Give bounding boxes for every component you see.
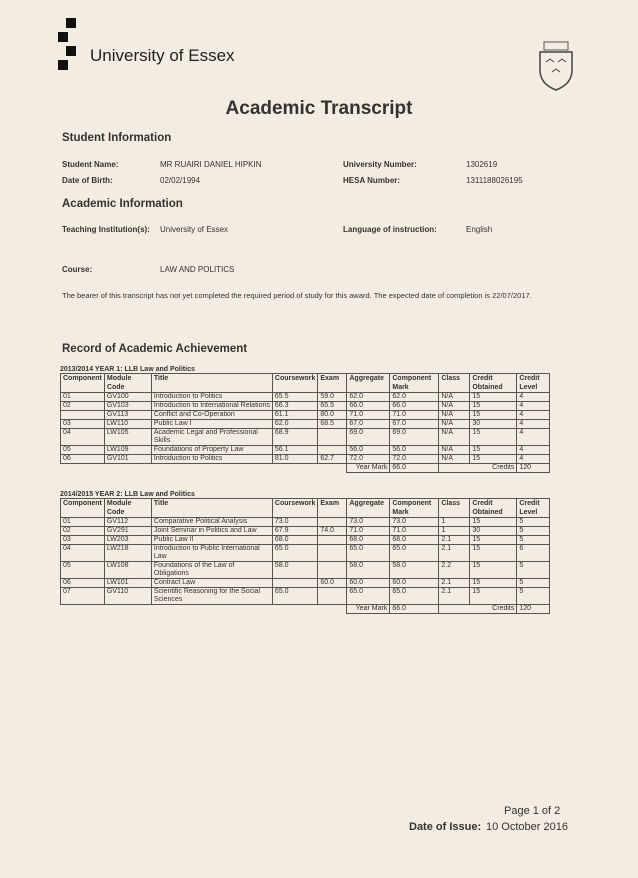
summary-row	[61, 605, 555, 614]
cell-title: Academic Legal and Professional Skills	[151, 429, 272, 446]
cell-component-mark: 67.0	[390, 420, 439, 429]
cell-credit-obtained: 15	[470, 429, 517, 446]
cell-exam: 74.0	[318, 527, 347, 536]
cell-exam: 80.0	[318, 411, 347, 420]
university-number-label: University Number:	[343, 160, 417, 169]
cell-class: N/A	[439, 402, 470, 411]
cell-title: Introduction to Politics	[151, 455, 272, 464]
cell-title: Public Law I	[151, 420, 272, 429]
university-number-value: 1302619	[466, 160, 498, 169]
cell-title: Introduction to International Relations	[151, 402, 272, 411]
column-header-credit-obtained: Credit Obtained	[470, 499, 517, 518]
cell-credit-level: 4	[517, 455, 550, 464]
cell-component: 01	[61, 518, 105, 527]
cell-credit-obtained: 15	[470, 393, 517, 402]
cell-credit-obtained: 15	[470, 562, 517, 579]
cell-aggregate: 71.0	[347, 411, 390, 420]
summary-tail	[550, 605, 555, 614]
cell-component: 01	[61, 393, 105, 402]
cell-aggregate: 66.0	[347, 402, 390, 411]
column-header-credit-level: Credit Level	[517, 374, 550, 393]
cell-component-mark: 71.0	[390, 411, 439, 420]
credits-value: 120	[517, 605, 550, 614]
cell-coursework: 68.9	[272, 429, 317, 446]
cell-credit-level: 5	[517, 536, 550, 545]
cell-coursework: 73.0	[272, 518, 317, 527]
year-mark-value: 66.0	[390, 464, 439, 473]
cell-credit-level: 4	[517, 420, 550, 429]
cell-module-code: GV101	[104, 455, 151, 464]
column-header-class: Class	[439, 499, 470, 518]
date-of-issue-label: Date of Issue:	[409, 821, 482, 833]
cell-class: N/A	[439, 446, 470, 455]
column-header-exam: Exam	[318, 499, 347, 518]
dob-label: Date of Birth:	[62, 176, 113, 185]
language-label: Language of instruction:	[343, 225, 437, 234]
cell-title: Introduction to Politics	[151, 393, 272, 402]
cell-module-code: GV100	[104, 393, 151, 402]
column-header-aggregate: Aggregate	[347, 374, 390, 393]
cell-component-mark: 69.0	[390, 429, 439, 446]
year-mark-label: Year Mark	[347, 605, 390, 614]
table-row	[61, 429, 555, 446]
cell-coursework: 68.0	[272, 536, 317, 545]
table-header-row	[61, 499, 555, 518]
date-of-issue-value: 10 October 2016	[486, 821, 568, 833]
cell-module-code: LW105	[104, 429, 151, 446]
summary-row	[61, 464, 555, 473]
cell-title: Contract Law	[151, 579, 272, 588]
cell-class: N/A	[439, 429, 470, 446]
cell-coursework	[272, 579, 317, 588]
hesa-number-value: 1311188026195	[466, 176, 523, 185]
cell-exam: 65.5	[318, 402, 347, 411]
table-row	[61, 420, 555, 429]
cell-module-code: GV113	[104, 411, 151, 420]
teaching-institution-label: Teaching Institution(s):	[62, 225, 150, 234]
cell-component-mark: 66.0	[390, 402, 439, 411]
cell-credit-obtained: 15	[470, 545, 517, 562]
column-header-component-mark: Component Mark	[390, 374, 439, 393]
table-row	[61, 402, 555, 411]
column-header-coursework: Coursework	[272, 374, 317, 393]
column-header-credit-level: Credit Level	[517, 499, 550, 518]
summary-tail	[550, 464, 555, 473]
cell-component-mark: 71.0	[390, 527, 439, 536]
cell-class: 2.1	[439, 536, 470, 545]
cell-coursework: 67.9	[272, 527, 317, 536]
cell-class: 2.1	[439, 579, 470, 588]
cell-component-mark: 73.0	[390, 518, 439, 527]
cell-class: 2.1	[439, 588, 470, 605]
table-header-row	[61, 374, 555, 393]
cell-exam: 62.7	[318, 455, 347, 464]
cell-component: 03	[61, 420, 105, 429]
university-name: University of Essex	[90, 46, 235, 65]
cell-title: Scientific Reasoning for the Social Sciences	[151, 588, 272, 605]
university-logo-mark	[58, 18, 76, 74]
year-2-table	[60, 498, 555, 614]
cell-aggregate: 65.0	[347, 545, 390, 562]
cell-credit-level: 4	[517, 393, 550, 402]
cell-component-mark: 56.0	[390, 446, 439, 455]
table-row	[61, 562, 555, 579]
table-row	[61, 536, 555, 545]
cell-aggregate: 60.0	[347, 579, 390, 588]
course-value: LAW AND POLITICS	[160, 265, 235, 274]
cell-component: 07	[61, 588, 105, 605]
cell-exam	[318, 545, 347, 562]
cell-coursework: 62.0	[272, 420, 317, 429]
cell-coursework: 65.0	[272, 545, 317, 562]
credits-label: Credits	[439, 605, 517, 614]
cell-coursework: 81.0	[272, 455, 317, 464]
teaching-institution-value: University of Essex	[160, 225, 229, 234]
cell-credit-obtained: 30	[470, 527, 517, 536]
cell-component: 02	[61, 402, 105, 411]
student-info-heading: Student Information	[62, 132, 172, 144]
university-crest-icon	[536, 40, 576, 92]
cell-exam	[318, 562, 347, 579]
cell-exam	[318, 429, 347, 446]
column-header-coursework: Coursework	[272, 499, 317, 518]
cell-class: 2.2	[439, 562, 470, 579]
cell-credit-level: 5	[517, 527, 550, 536]
table-row	[61, 518, 555, 527]
table-row	[61, 393, 555, 402]
student-name-value: MR RUAIRI DANIEL HIPKIN	[160, 160, 262, 169]
student-name-label: Student Name:	[62, 160, 119, 169]
cell-component-mark: 60.0	[390, 579, 439, 588]
course-label: Course:	[62, 265, 93, 274]
cell-credit-level: 5	[517, 562, 550, 579]
year-1-heading: 2013/2014 YEAR 1: LLB Law and Politics	[60, 366, 195, 373]
table-row	[61, 455, 555, 464]
cell-exam	[318, 588, 347, 605]
cell-component: 05	[61, 446, 105, 455]
cell-component-mark: 65.0	[390, 545, 439, 562]
cell-aggregate: 65.0	[347, 588, 390, 605]
cell-aggregate: 56.0	[347, 446, 390, 455]
table-row	[61, 588, 555, 605]
cell-class: 1	[439, 527, 470, 536]
column-header-title: Title	[151, 499, 272, 518]
cell-title: Comparative Political Analysis	[151, 518, 272, 527]
cell-module-code: LW101	[104, 579, 151, 588]
cell-module-code: GV291	[104, 527, 151, 536]
cell-exam	[318, 518, 347, 527]
cell-module-code: LW108	[104, 562, 151, 579]
table-row	[61, 446, 555, 455]
column-header-title: Title	[151, 374, 272, 393]
cell-credit-obtained: 15	[470, 411, 517, 420]
cell-exam	[318, 446, 347, 455]
column-header-class: Class	[439, 374, 470, 393]
cell-credit-level: 4	[517, 411, 550, 420]
year-mark-value: 66.0	[390, 605, 439, 614]
completion-note: The bearer of this transcript has not yet completed the required period of study for this award. The expected date of completion is 22/07/2017.	[62, 291, 532, 300]
cell-credit-obtained: 15	[470, 455, 517, 464]
cell-coursework: 58.0	[272, 562, 317, 579]
cell-credit-obtained: 15	[470, 518, 517, 527]
column-header-component: Component	[61, 499, 105, 518]
column-header-aggregate: Aggregate	[347, 499, 390, 518]
table-row	[61, 579, 555, 588]
column-header-credit-obtained: Credit Obtained	[470, 374, 517, 393]
cell-exam: 59.0	[318, 393, 347, 402]
hesa-number-label: HESA Number:	[343, 176, 401, 185]
cell-exam	[318, 536, 347, 545]
cell-title: Conflict and Co-Operation	[151, 411, 272, 420]
cell-credit-obtained: 15	[470, 588, 517, 605]
cell-component-mark: 58.0	[390, 562, 439, 579]
cell-module-code: GV110	[104, 588, 151, 605]
column-header-module-code: Module Code	[104, 499, 151, 518]
cell-title: Joint Seminar in Politics and Law	[151, 527, 272, 536]
dob-value: 02/02/1994	[160, 176, 201, 185]
record-heading: Record of Academic Achievement	[62, 343, 248, 355]
page-number: Page 1 of 2	[504, 805, 561, 817]
cell-credit-obtained: 15	[470, 446, 517, 455]
cell-module-code: LW203	[104, 536, 151, 545]
cell-exam: 68.5	[318, 420, 347, 429]
cell-credit-level: 5	[517, 518, 550, 527]
cell-title: Public Law II	[151, 536, 272, 545]
language-value: English	[466, 225, 493, 234]
cell-component: 05	[61, 562, 105, 579]
cell-coursework: 56.1	[272, 446, 317, 455]
cell-class: N/A	[439, 411, 470, 420]
cell-aggregate: 62.0	[347, 393, 390, 402]
table-row	[61, 411, 555, 420]
cell-class: N/A	[439, 420, 470, 429]
document-title: Academic Transcript	[225, 98, 413, 119]
cell-module-code: LW109	[104, 446, 151, 455]
cell-component-mark: 62.0	[390, 393, 439, 402]
cell-component: 02	[61, 527, 105, 536]
cell-aggregate: 67.0	[347, 420, 390, 429]
table-row	[61, 527, 555, 536]
cell-component: 04	[61, 545, 105, 562]
cell-component: 06	[61, 579, 105, 588]
column-header-module-code: Module Code	[104, 374, 151, 393]
cell-aggregate: 73.0	[347, 518, 390, 527]
cell-credit-level: 4	[517, 402, 550, 411]
academic-info-heading: Academic Information	[62, 198, 183, 210]
cell-aggregate: 72.0	[347, 455, 390, 464]
cell-coursework: 65.5	[272, 393, 317, 402]
cell-title: Introduction to Public International Law	[151, 545, 272, 562]
cell-credit-level: 4	[517, 446, 550, 455]
cell-class: N/A	[439, 455, 470, 464]
summary-spacer	[61, 464, 347, 473]
cell-coursework: 61.1	[272, 411, 317, 420]
cell-credit-obtained: 15	[470, 579, 517, 588]
cell-aggregate: 68.0	[347, 536, 390, 545]
column-header-component: Component	[61, 374, 105, 393]
cell-class: 1	[439, 518, 470, 527]
credits-value: 120	[517, 464, 550, 473]
cell-credit-level: 5	[517, 588, 550, 605]
year-1-table	[60, 373, 555, 473]
column-header-component-mark: Component Mark	[390, 499, 439, 518]
cell-title: Foundations of the Law of Obligations	[151, 562, 272, 579]
cell-credit-level: 5	[517, 579, 550, 588]
cell-component-mark: 72.0	[390, 455, 439, 464]
cell-class: N/A	[439, 393, 470, 402]
cell-component-mark: 65.0	[390, 588, 439, 605]
cell-class: 2.1	[439, 545, 470, 562]
cell-module-code: LW218	[104, 545, 151, 562]
cell-credit-level: 4	[517, 429, 550, 446]
year-2-heading: 2014/2015 YEAR 2: LLB Law and Politics	[60, 491, 195, 498]
cell-aggregate: 58.0	[347, 562, 390, 579]
cell-component	[61, 411, 105, 420]
cell-credit-obtained: 30	[470, 420, 517, 429]
table-row	[61, 545, 555, 562]
cell-component: 04	[61, 429, 105, 446]
cell-module-code: LW110	[104, 420, 151, 429]
column-header-exam: Exam	[318, 374, 347, 393]
cell-component: 03	[61, 536, 105, 545]
summary-spacer	[61, 605, 347, 614]
cell-module-code: GV103	[104, 402, 151, 411]
cell-component-mark: 68.0	[390, 536, 439, 545]
cell-title: Foundations of Property Law	[151, 446, 272, 455]
cell-coursework: 65.0	[272, 588, 317, 605]
cell-credit-obtained: 15	[470, 402, 517, 411]
cell-credit-level: 6	[517, 545, 550, 562]
credits-label: Credits	[439, 464, 517, 473]
cell-coursework: 66.3	[272, 402, 317, 411]
cell-component: 06	[61, 455, 105, 464]
year-mark-label: Year Mark	[347, 464, 390, 473]
cell-module-code: GV112	[104, 518, 151, 527]
cell-exam: 60.0	[318, 579, 347, 588]
cell-credit-obtained: 15	[470, 536, 517, 545]
cell-aggregate: 71.0	[347, 527, 390, 536]
cell-aggregate: 69.0	[347, 429, 390, 446]
